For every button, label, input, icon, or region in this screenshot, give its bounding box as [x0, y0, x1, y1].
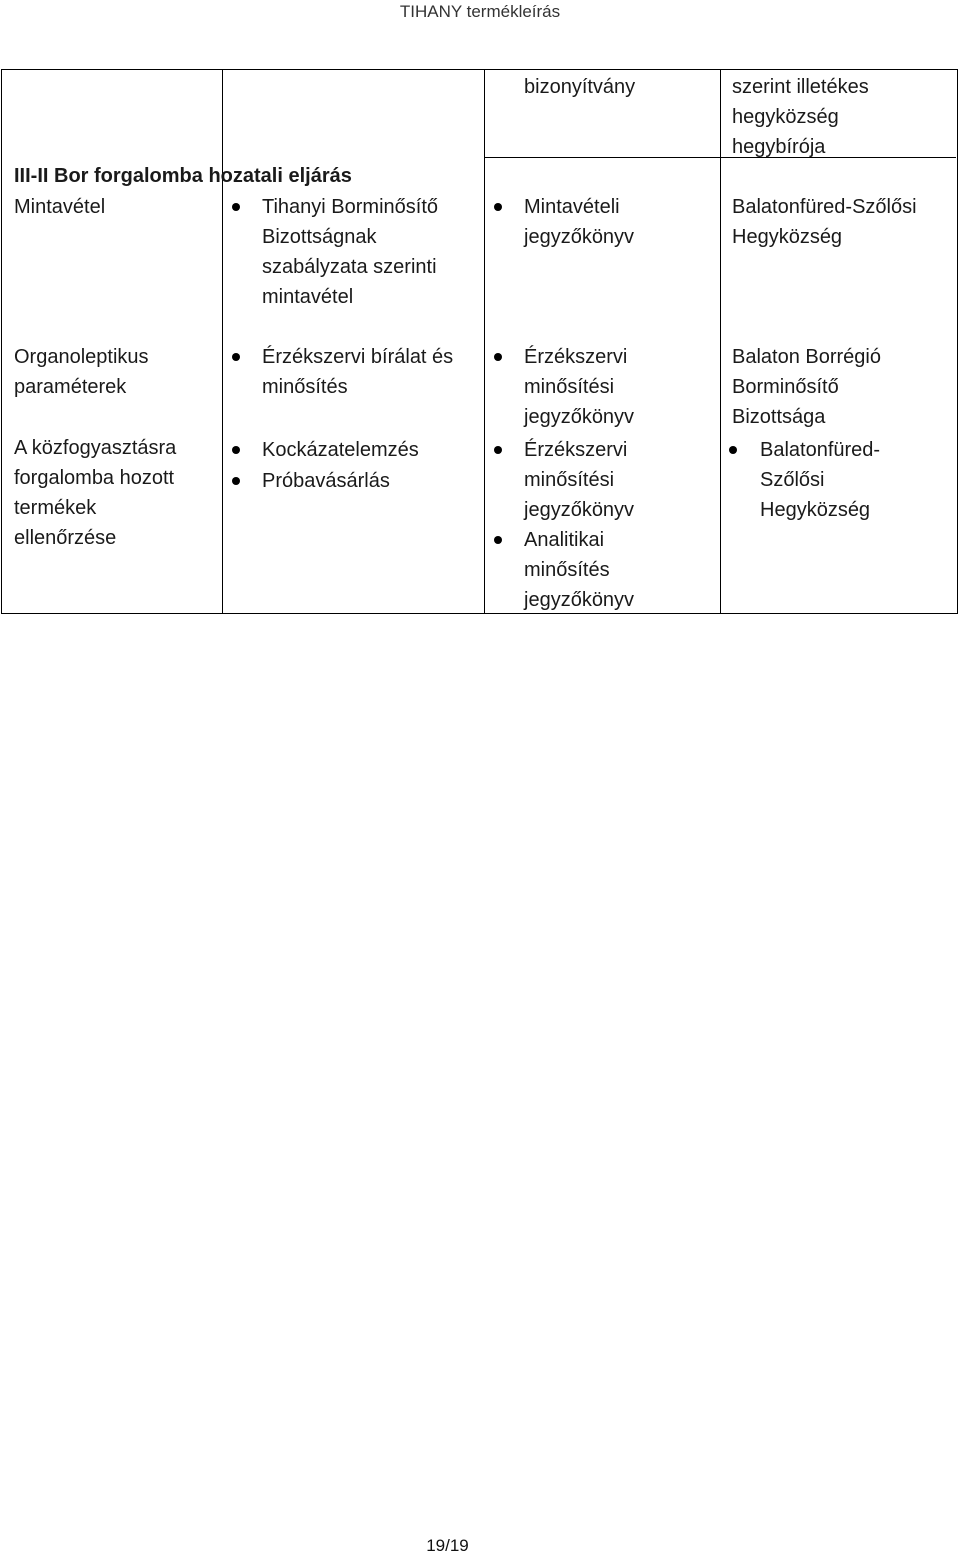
- row2-procedure-cell: Organoleptikus paraméterek: [14, 346, 149, 398]
- bullet-icon: [494, 446, 502, 454]
- bullet-icon: [494, 353, 502, 361]
- table-column-divider: [720, 70, 721, 613]
- row3-document-cell-sensory: Érzékszervi minősítési jegyzőkönyv: [524, 439, 635, 521]
- table-column-divider: [222, 70, 223, 613]
- row2-document-cell: Érzékszervi minősítési jegyzőkönyv: [524, 346, 635, 428]
- row0-authority-cell: szerint illetékes hegyközség hegybírója: [732, 76, 869, 158]
- section-title: III-II Bor forgalomba hozatali eljárás: [14, 165, 352, 187]
- row3-method-cell-risk: Kockázatelemzés: [262, 439, 419, 461]
- row3-procedure-cell: A közfogyasztásra forgalomba hozott termékek ellenőrzése: [14, 437, 177, 549]
- row2-method-cell: Érzékszervi bírálat és minősítés: [262, 346, 454, 398]
- page-header: TIHANY termékleírás: [399, 2, 561, 21]
- row1-method-cell: Tihanyi Borminősítő Bizottságnak szabályzata szerinti mintavétel: [262, 196, 438, 308]
- bullet-icon: [494, 203, 502, 211]
- bullet-icon: [232, 203, 240, 211]
- bullet-icon: [232, 477, 240, 485]
- bullet-icon: [729, 446, 737, 454]
- table-row-divider: [484, 157, 956, 158]
- row1-procedure-cell: Mintavétel: [14, 196, 106, 218]
- row3-method-cell-testbuy: Próbavásárlás: [262, 470, 390, 492]
- bullet-icon: [232, 353, 240, 361]
- table-column-divider: [484, 70, 485, 613]
- row2-authority-cell: Balaton Borrégió Borminősítő Bizottsága: [732, 346, 881, 428]
- row3-document-cell-analytic: Analitikai minősítés jegyzőkönyv: [524, 529, 635, 611]
- procedure-table: [1, 69, 958, 614]
- row1-document-cell: Mintavételi jegyzőkönyv: [524, 196, 635, 248]
- row1-authority-cell: Balatonfüred-Szőlősi Hegyközség: [732, 196, 917, 248]
- page-number: 19/19: [426, 1536, 469, 1555]
- row0-document-cell: bizonyítvány: [524, 76, 636, 98]
- row3-authority-cell: Balatonfüred- Szőlősi Hegyközség: [760, 439, 881, 521]
- bullet-icon: [494, 536, 502, 544]
- bullet-icon: [232, 446, 240, 454]
